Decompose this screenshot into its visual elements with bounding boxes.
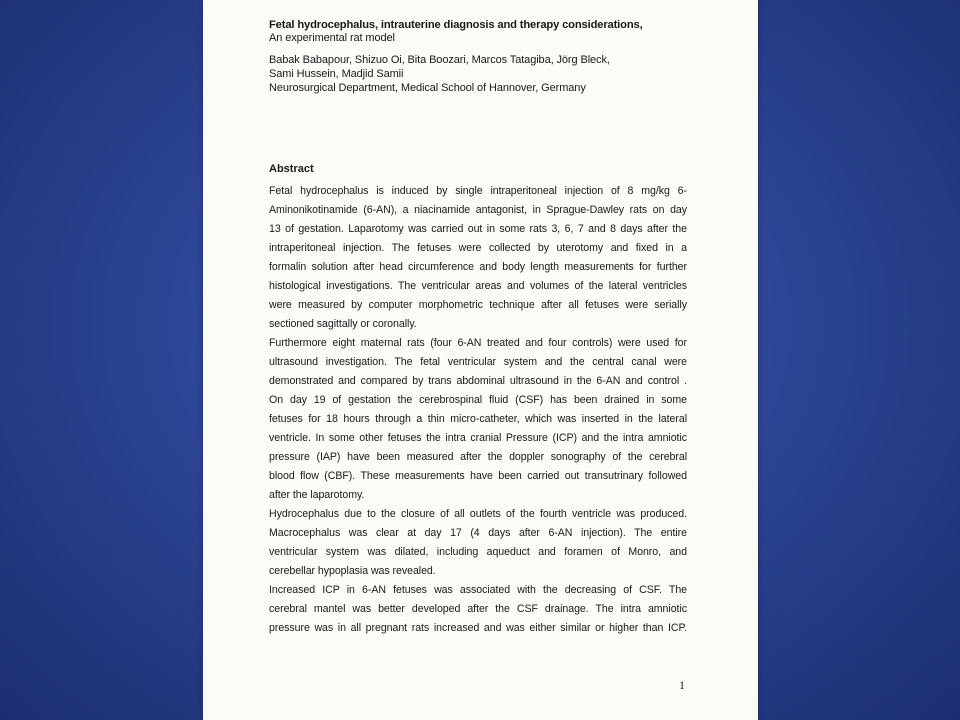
abstract-line: ventricle. In some other fetuses the intra cranial Pressure (ICP) and the intra amniotic xyxy=(269,432,687,444)
abstract-line: ultrasound investigation. The fetal ventricular system and the central canal were xyxy=(269,356,687,368)
paper-content xyxy=(269,19,687,638)
abstract-line: histological investigations. The ventricular areas and volumes of the lateral ventricles xyxy=(269,280,687,292)
abstract-line: Furthermore eight maternal rats (four 6-AN treated and four controls) were used for xyxy=(269,337,687,349)
abstract-line: ventricular system was dilated, including aqueduct and foramen of Monro, and xyxy=(269,546,687,558)
abstract-line: formalin solution after head circumference and body length measurements for further xyxy=(269,261,687,273)
abstract-line: blood flow (CBF). These measurements have been carried out transutrinary followed xyxy=(269,470,687,482)
abstract-body xyxy=(269,182,687,638)
abstract-line: On day 19 of gestation the cerebrospinal fluid (CSF) has been drained in some xyxy=(269,394,687,406)
scanned-paper-page xyxy=(203,0,758,720)
abstract-line: Aminonikotinamide (6-AN), a niacinamide antagonist, in Sprague-Dawley rats on day xyxy=(269,204,687,216)
abstract-line: demonstrated and compared by trans abdominal ultrasound in the 6-AN and control . xyxy=(269,375,687,387)
abstract-line: cerebral mantel was better developed after the CSF drainage. The intra amniotic xyxy=(269,603,687,615)
abstract-line: cerebellar hypoplasia was revealed. xyxy=(269,565,436,577)
author-block xyxy=(269,53,687,95)
abstract-line: 13 of gestation. Laparotomy was carried out in some rats 3, 6, 7 and 8 days after the xyxy=(269,223,687,235)
abstract-heading: Abstract xyxy=(269,163,314,175)
page-number: 1 xyxy=(679,678,685,692)
abstract-line: pressure was in all pregnant rats increased and was either similar or higher than ICP. xyxy=(269,622,687,634)
abstract-line: Fetal hydrocephalus is induced by single intraperitoneal injection of 8 mg/kg 6- xyxy=(269,185,687,197)
abstract-line: were measured by computer morphometric technique after all fetuses were serially xyxy=(269,299,687,311)
abstract-line: Macrocephalus was clear at day 17 (4 days after 6-AN injection). The entire xyxy=(269,527,687,539)
paper-title: Fetal hydrocephalus, intrauterine diagnosis and therapy considerations, xyxy=(269,19,643,31)
author-line: Babak Babapour, Shizuo Oi, Bita Boozari, Marcos Tatagiba, Jörg Bleck, xyxy=(269,54,610,66)
abstract-line: fetuses for 18 hours through a thin micro-catheter, which was inserted in the lateral xyxy=(269,413,687,425)
abstract-line: intraperitoneal injection. The fetuses were collected by uterotomy and fixed in a xyxy=(269,242,687,254)
abstract-line: after the laparotomy. xyxy=(269,489,365,501)
paper-subtitle: An experimental rat model xyxy=(269,32,395,44)
abstract-line: sectioned sagittally or coronally. xyxy=(269,318,417,330)
abstract-line: Hydrocephalus due to the closure of all outlets of the fourth ventricle was produced. xyxy=(269,508,687,520)
abstract-line: pressure (IAP) have been measured after the doppler sonography of the cerebral xyxy=(269,451,687,463)
abstract-line: Increased ICP in 6-AN fetuses was associated with the decreasing of CSF. The xyxy=(269,584,687,596)
affiliation-line: Neurosurgical Department, Medical School of Hannover, Germany xyxy=(269,82,586,94)
author-line: Sami Hussein, Madjid Samii xyxy=(269,68,404,80)
